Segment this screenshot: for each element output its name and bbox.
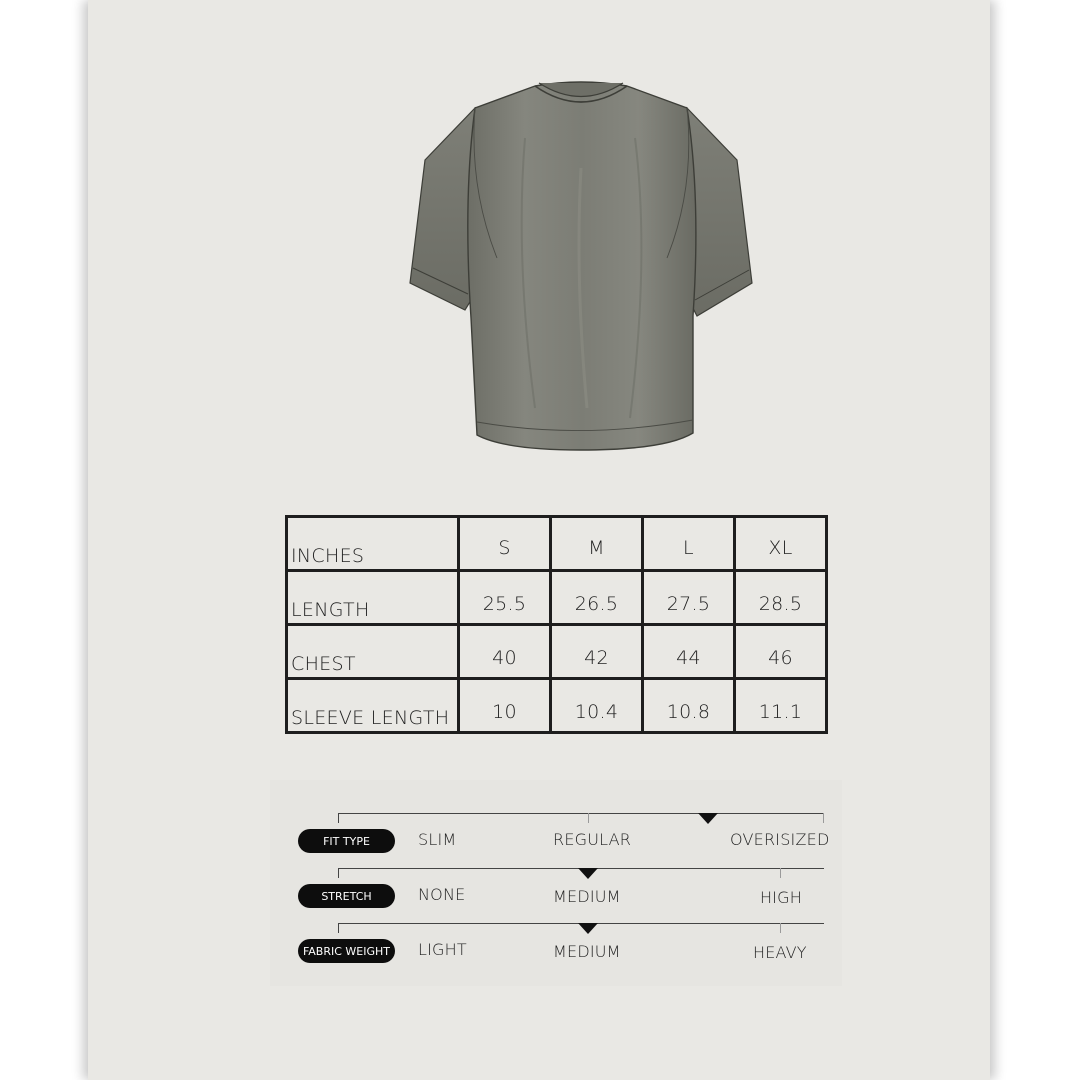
stretch-scale (270, 861, 842, 921)
table-row (288, 680, 825, 731)
row-label-sleeve-length: SLEEVE LENGTH (288, 680, 457, 731)
size-header-m: M (552, 518, 641, 569)
option-oversized: OVERISIZED (730, 830, 830, 849)
table-cell: 40 (460, 626, 549, 677)
table-cell: 10.4 (552, 680, 641, 731)
size-table-header-row (288, 518, 825, 569)
table-row (288, 572, 825, 623)
table-cell: 10 (460, 680, 549, 731)
option-high: HIGH (760, 888, 802, 907)
option-none: NONE (418, 885, 466, 904)
table-cell: 25.5 (460, 572, 549, 623)
fabric-weight-badge: FABRIC WEIGHT (298, 939, 395, 963)
scale-tick-end (823, 813, 824, 823)
row-label-chest: CHEST (288, 626, 457, 677)
option-slim: SLIM (418, 830, 457, 849)
option-medium: MEDIUM (553, 942, 621, 961)
fit-type-badge: FIT TYPE (298, 829, 395, 853)
option-regular: REGULAR (553, 830, 632, 849)
scale-marker-icon (578, 923, 598, 934)
size-header-s: S (460, 518, 549, 569)
scale-marker-icon (578, 868, 598, 879)
table-cell: 42 (552, 626, 641, 677)
table-cell: 11.1 (736, 680, 825, 731)
scale-tick-end (780, 923, 781, 933)
option-heavy: HEAVY (753, 943, 807, 962)
table-cell: 46 (736, 626, 825, 677)
table-cell: 44 (644, 626, 733, 677)
table-cell: 27.5 (644, 572, 733, 623)
scale-tick-start (338, 923, 339, 933)
option-light: LIGHT (418, 940, 467, 959)
scale-tick-end (780, 868, 781, 878)
scale-tick-mid (588, 813, 589, 823)
table-cell: 28.5 (736, 572, 825, 623)
table-cell: 10.8 (644, 680, 733, 731)
row-label-length: LENGTH (288, 572, 457, 623)
fit-attributes-panel (270, 780, 842, 986)
table-row (288, 626, 825, 677)
scale-tick-start (338, 813, 339, 823)
size-header-l: L (644, 518, 733, 569)
table-cell: 26.5 (552, 572, 641, 623)
size-header-xl: XL (736, 518, 825, 569)
stretch-badge: STRETCH (298, 884, 395, 908)
scale-tick-start (338, 868, 339, 878)
scale-marker-icon (698, 813, 718, 824)
size-chart-table (285, 515, 828, 734)
option-medium: MEDIUM (553, 887, 621, 906)
unit-label: INCHES (288, 518, 457, 569)
scale-track (338, 813, 824, 814)
fit-type-scale (270, 806, 842, 866)
fabric-weight-scale (270, 916, 842, 976)
tshirt-image (405, 78, 757, 456)
